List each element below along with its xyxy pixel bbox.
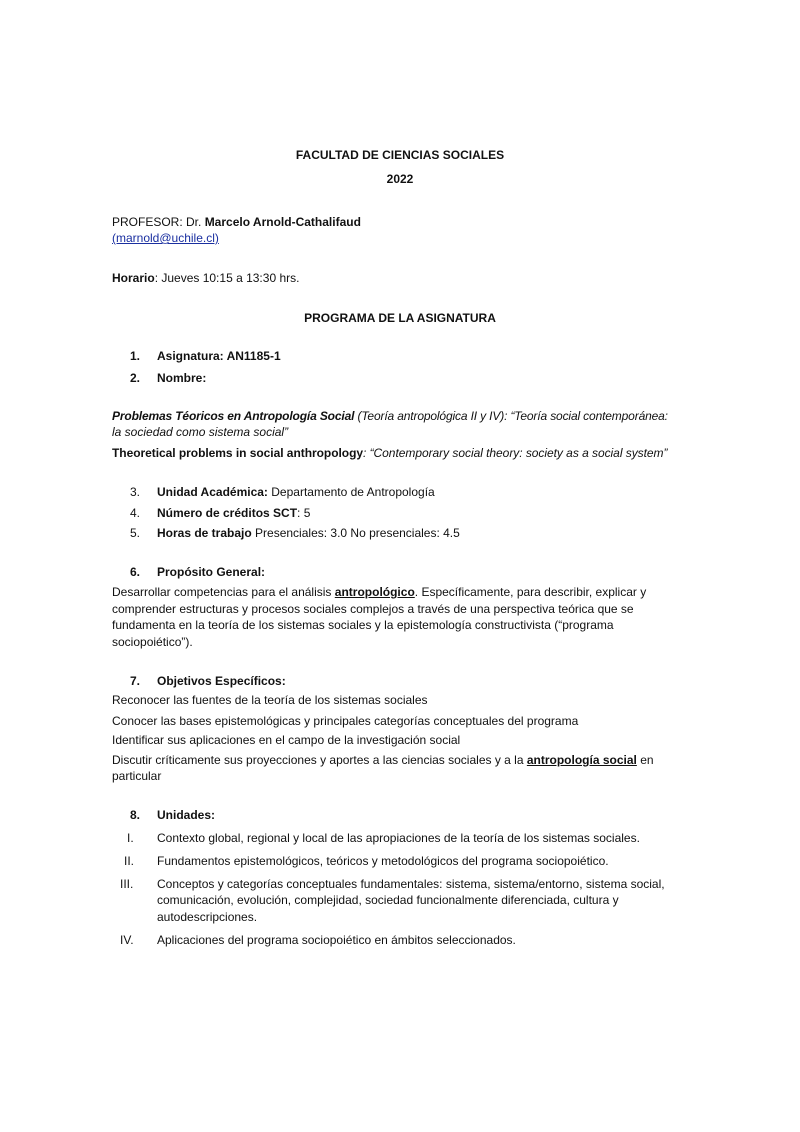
unit-text: Fundamentos epistemológicos, teóricos y metodológicos del programa sociopoiético. [157,854,609,868]
schedule [112,270,299,286]
item-number: 8. [130,808,141,822]
text: Desarrollar competencias para el análisis [112,585,335,599]
program-title: PROGRAMA DE LA ASIGNATURA [304,311,496,325]
units-heading: Unidades: [157,808,216,822]
purpose-line: comprender estructuras y procesos sociales complejos a través de una perspectiva teórica que se [112,602,634,616]
label: Unidad Académica: [157,485,268,499]
objective: Conocer las bases epistemológicas y principales categorías conceptuales del programa [112,714,579,728]
value: AN1185-1 [223,349,281,363]
label: Asignatura: [157,349,224,363]
unit-number: I. [127,831,134,845]
emphasis: antropología social [526,753,637,767]
unit-text: Conceptos y categorías conceptuales fundamentales: sistema, sistema/entorno, sistema social, [157,877,665,891]
professor-name: Marcelo Arnold-Cathalifaud [204,215,361,229]
item-number: 5. [130,526,141,540]
purpose-line: sociopoiético”). [112,635,193,649]
name-en [112,445,668,461]
text: (Teoría antropológica II y IV): “Teoría social contemporánea: [354,409,668,423]
objective [112,752,668,768]
text: en [636,753,654,767]
item-unit [157,484,435,500]
item-number: 3. [130,485,141,499]
objective: Identificar sus aplicaciones en el campo de la investigación social [112,733,461,747]
unit-number: II. [124,854,135,868]
schedule-label: Horario [112,271,155,285]
text: . Específicamente, para describir, explicar y [414,585,647,599]
item-subject [157,348,281,364]
item-number: 1. [130,349,141,363]
purpose-heading: Propósito General: [157,565,266,579]
item-number: 7. [130,674,141,688]
value: Departamento de Antropología [267,485,435,499]
unit-number: III. [120,877,134,891]
label: Número de créditos SCT [157,506,298,520]
course-name-es: Problemas Téoricos en Antropología Social [112,409,355,423]
unit-text: Contexto global, regional y local de las apropiaciones de la teoría de los sistemas sociales. [157,831,640,845]
professor-label: PROFESOR: Dr. [112,215,205,229]
name-es-line1 [112,408,668,424]
name-es-line2: la sociedad como sistema social” [112,425,289,439]
item-name-label: Nombre: [157,371,207,385]
schedule-value: : Jueves 10:15 a 13:30 hrs. [154,271,300,285]
value: Presenciales: 3.0 No presenciales: 4.5 [251,526,460,540]
purpose-line [112,584,668,600]
item-hours [157,525,460,541]
objective-cont: particular [112,769,162,783]
faculty-title: FACULTAD DE CIENCIAS SOCIALES [295,148,505,162]
email-link[interactable]: (marnold@uchile.cl) [112,231,219,245]
value: : 5 [297,506,311,520]
item-credits [157,505,310,521]
objective: Reconocer las fuentes de la teoría de los sistemas sociales [112,693,428,707]
text: Discutir críticamente sus proyecciones y aportes a las ciencias sociales y a la [112,753,527,767]
professor-line [112,214,361,230]
item-number: 4. [130,506,141,520]
professor-email[interactable] [112,230,219,246]
objectives-heading: Objetivos Específicos: [157,674,286,688]
unit-number: IV. [120,933,134,947]
item-number: 6. [130,565,141,579]
emphasis: antropológico [334,585,415,599]
unit-text: autodescripciones. [157,910,258,924]
course-name-en: Theoretical problems in social anthropology [112,446,363,460]
unit-text: Aplicaciones del programa sociopoiético en ámbitos seleccionados. [157,933,516,947]
item-number: 2. [130,371,141,385]
purpose-line: fundamenta en la teoría de los sistemas sociales y la epistemología constructivista (“programa [112,618,614,632]
text: : “Contemporary social theory: society as a social system” [363,446,668,460]
unit-text: comunicación, evolución, complejidad, sociedad funcionalmente diferenciada, cultura y [157,893,619,907]
year: 2022 [386,172,414,186]
label: Horas de trabajo [157,526,252,540]
